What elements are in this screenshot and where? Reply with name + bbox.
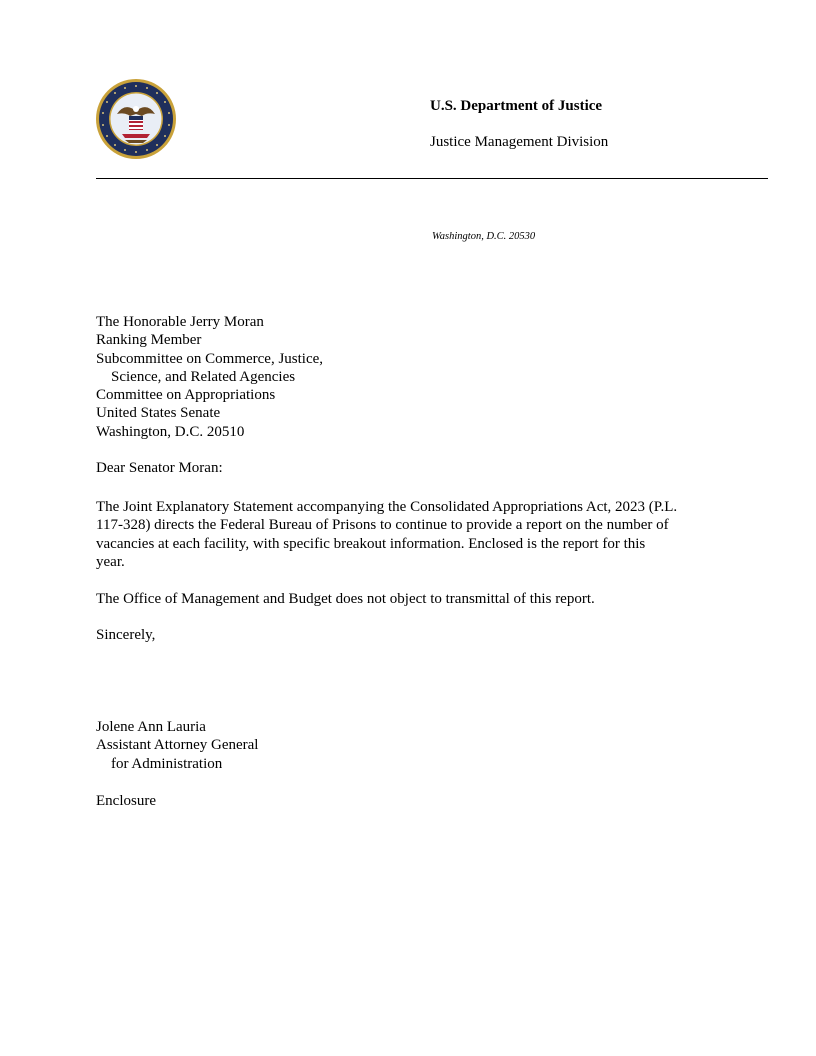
recipient-body: United States Senate [96,405,221,422]
recipient-city: Washington, D.C. 20510 [96,423,245,440]
closing: Sincerely, [96,627,156,643]
recipient-committee: Committee on Appropriations [96,387,276,404]
recipient-title: Ranking Member [96,332,202,349]
signer-name: Jolene Ann Lauria [96,719,206,735]
recipient-address-block [96,313,323,441]
body-paragraph-1-line: year. [96,553,125,570]
letterhead-divider [96,178,768,179]
body-paragraph-1 [96,498,736,571]
enclosure-note: Enclosure [96,793,156,809]
body-paragraph-1-line: The Joint Explanatory Statement accompanying the Consolidated Appropriations Act, 2023 (P.L. [96,499,678,515]
signature-block [96,718,258,773]
letterhead-location: Washington, D.C. 20530 [432,231,536,242]
department-seal-logo [95,78,177,160]
body-paragraph-2: The Office of Management and Budget does not object to transmittal of this report. [96,591,595,607]
body-paragraph-1-line: 117-328) directs the Federal Bureau of Prisons to continue to provide a report on the number of [96,517,669,534]
recipient-name: The Honorable Jerry Moran [96,314,264,330]
body-paragraph-1-line: vacancies at each facility, with specific breakout information. Enclosed is the report for this [96,535,646,552]
agency-name: U.S. Department of Justice [430,98,603,114]
recipient-subcommittee-cont: Science, and Related Agencies [111,368,296,385]
recipient-subcommittee: Subcommittee on Commerce, Justice, [96,350,324,367]
division-name: Justice Management Division [430,134,609,150]
signer-title: Assistant Attorney General [96,737,259,754]
signer-title-cont: for Administration [111,755,223,772]
salutation: Dear Senator Moran: [96,460,223,476]
